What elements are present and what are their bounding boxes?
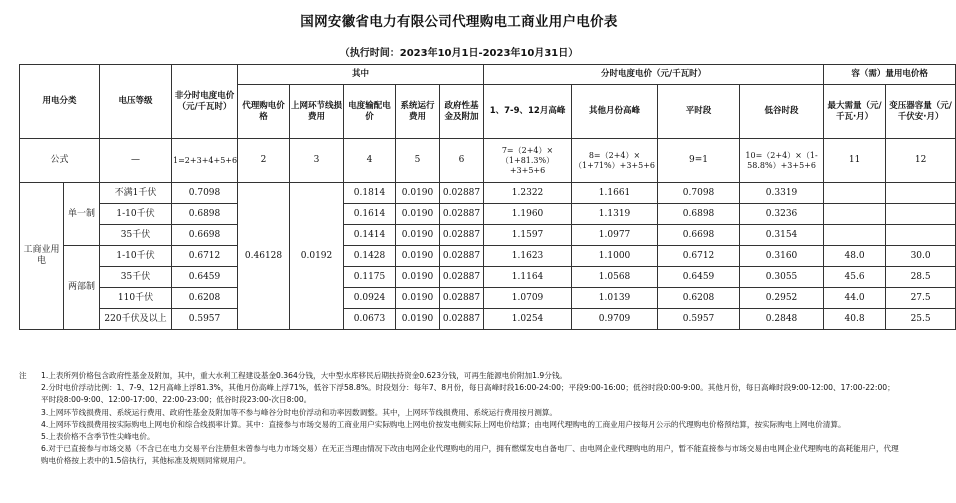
transmission-cell: 0.1428 bbox=[344, 246, 396, 267]
fund-cell: 0.02887 bbox=[440, 225, 484, 246]
table-row bbox=[20, 204, 956, 225]
peak-other-cell: 0.9709 bbox=[572, 309, 658, 330]
header-max-demand: 最大需量（元/千瓦·月） bbox=[824, 85, 886, 139]
system-cell: 0.0190 bbox=[396, 309, 440, 330]
max-demand-cell bbox=[824, 204, 886, 225]
note-item: 5.上表价格不含季节性尖峰电价。 bbox=[41, 432, 155, 442]
table-row bbox=[20, 225, 956, 246]
system-cell: 0.0190 bbox=[396, 225, 440, 246]
peak-special-cell: 1.0709 bbox=[484, 288, 572, 309]
formula-label: 公式 bbox=[20, 139, 100, 183]
transformer-cell: 27.5 bbox=[886, 288, 956, 309]
formula-fund: 6 bbox=[440, 139, 484, 183]
peak-other-cell: 1.0977 bbox=[572, 225, 658, 246]
formula-voltage: — bbox=[100, 139, 172, 183]
transmission-cell: 0.1814 bbox=[344, 183, 396, 204]
header-peak-special: 1、7-9、12月高峰 bbox=[484, 85, 572, 139]
peak-special-cell: 1.1623 bbox=[484, 246, 572, 267]
table-row bbox=[20, 183, 956, 204]
header-transmission: 电度输配电价 bbox=[344, 85, 396, 139]
system-cell: 0.0190 bbox=[396, 183, 440, 204]
total-cell: 0.6698 bbox=[172, 225, 238, 246]
category-label: 工商业用电 bbox=[20, 183, 64, 330]
table-row bbox=[20, 309, 956, 330]
formula-loss: 3 bbox=[290, 139, 344, 183]
flat-cell: 0.6698 bbox=[658, 225, 740, 246]
transformer-cell: 28.5 bbox=[886, 267, 956, 288]
valley-cell: 0.3160 bbox=[740, 246, 824, 267]
formula-max-demand: 11 bbox=[824, 139, 886, 183]
total-cell: 0.6459 bbox=[172, 267, 238, 288]
system-cell: 0.0190 bbox=[396, 246, 440, 267]
total-cell: 0.6898 bbox=[172, 204, 238, 225]
note-item: 6.对于已直接参与市场交易（不含已在电力交易平台注册但未曾参与电力市场交易）在无正当理由情况下改由电网企业代理购电的用户，拥有燃煤发电自备电厂、由电网企业代理购电的用户，暂不能直接参与市场交易由电网企业代理购电的高耗能用户，代理购电价格按上表中的1.5倍执行，其他标准及规则同常规用户。 bbox=[41, 444, 899, 466]
transmission-cell: 0.1414 bbox=[344, 225, 396, 246]
formula-valley: 10=（2+4）×（1-58.8%）+3+5+6 bbox=[740, 139, 824, 183]
max-demand-cell: 48.0 bbox=[824, 246, 886, 267]
valley-cell: 0.2952 bbox=[740, 288, 824, 309]
header-tou: 分时电度电价（元/千瓦时） bbox=[484, 65, 824, 85]
fund-cell: 0.02887 bbox=[440, 288, 484, 309]
total-cell: 0.6208 bbox=[172, 288, 238, 309]
formula-proxy: 2 bbox=[238, 139, 290, 183]
peak-other-cell: 1.1661 bbox=[572, 183, 658, 204]
peak-special-cell: 1.0254 bbox=[484, 309, 572, 330]
valley-cell: 0.3055 bbox=[740, 267, 824, 288]
execution-period: （执行时间：2023年10月1日-2023年10月31日） bbox=[339, 48, 579, 59]
flat-cell: 0.7098 bbox=[658, 183, 740, 204]
transformer-cell bbox=[886, 225, 956, 246]
peak-special-cell: 1.1164 bbox=[484, 267, 572, 288]
max-demand-cell: 40.8 bbox=[824, 309, 886, 330]
system-cell: 0.0190 bbox=[396, 204, 440, 225]
tariff-table bbox=[19, 64, 956, 330]
formula-peak-other: 8=（2+4）×（1+71%）+3+5+6 bbox=[572, 139, 658, 183]
flat-cell: 0.6712 bbox=[658, 246, 740, 267]
note-item: 注 1.上表所列价格包含政府性基金及附加，其中，重大水利工程建设基金0.364分钱，大中型水库移民后期扶持资金0.623分钱，可再生能源电价附加1.9分钱。 bbox=[19, 370, 901, 382]
transmission-cell: 0.1614 bbox=[344, 204, 396, 225]
valley-cell: 0.2848 bbox=[740, 309, 824, 330]
total-cell: 0.5957 bbox=[172, 309, 238, 330]
formula-system: 5 bbox=[396, 139, 440, 183]
transformer-cell: 30.0 bbox=[886, 246, 956, 267]
peak-other-cell: 1.0568 bbox=[572, 267, 658, 288]
group-single-label: 单一制 bbox=[64, 183, 100, 246]
page-title: 国网安徽省电力有限公司代理购电工商业用户电价表 bbox=[300, 14, 618, 30]
peak-special-cell: 1.2322 bbox=[484, 183, 572, 204]
table-row bbox=[20, 288, 956, 309]
proxy-price-cell: 0.46128 bbox=[238, 183, 290, 330]
voltage-cell: 110千伏 bbox=[100, 288, 172, 309]
max-demand-cell: 45.6 bbox=[824, 267, 886, 288]
valley-cell: 0.3319 bbox=[740, 183, 824, 204]
max-demand-cell: 44.0 bbox=[824, 288, 886, 309]
notes-section bbox=[19, 370, 901, 468]
header-total: 非分时电度电价（元/千瓦时） bbox=[172, 65, 238, 139]
peak-special-cell: 1.1960 bbox=[484, 204, 572, 225]
max-demand-cell bbox=[824, 183, 886, 204]
voltage-cell: 1-10千伏 bbox=[100, 204, 172, 225]
formula-transformer: 12 bbox=[886, 139, 956, 183]
max-demand-cell bbox=[824, 225, 886, 246]
flat-cell: 0.5957 bbox=[658, 309, 740, 330]
header-category: 用电分类 bbox=[20, 65, 100, 139]
transmission-cell: 0.0924 bbox=[344, 288, 396, 309]
system-cell: 0.0190 bbox=[396, 288, 440, 309]
header-flat: 平时段 bbox=[658, 85, 740, 139]
voltage-cell: 35千伏 bbox=[100, 225, 172, 246]
header-transformer: 变压器容量（元/千伏安·月） bbox=[886, 85, 956, 139]
flat-cell: 0.6459 bbox=[658, 267, 740, 288]
formula-total: 1=2+3+4+5+6 bbox=[172, 139, 238, 183]
header-peak-other: 其他月份高峰 bbox=[572, 85, 658, 139]
voltage-cell: 不满1千伏 bbox=[100, 183, 172, 204]
transformer-cell bbox=[886, 204, 956, 225]
header-fund: 政府性基金及附加 bbox=[440, 85, 484, 139]
transformer-cell bbox=[886, 183, 956, 204]
fund-cell: 0.02887 bbox=[440, 246, 484, 267]
voltage-cell: 1-10千伏 bbox=[100, 246, 172, 267]
voltage-cell: 35千伏 bbox=[100, 267, 172, 288]
formula-transmission: 4 bbox=[344, 139, 396, 183]
header-voltage: 电压等级 bbox=[100, 65, 172, 139]
formula-flat: 9=1 bbox=[658, 139, 740, 183]
peak-other-cell: 1.1000 bbox=[572, 246, 658, 267]
valley-cell: 0.3154 bbox=[740, 225, 824, 246]
note-item: 3.上网环节线损费用、系统运行费用、政府性基金及附加等不参与峰谷分时电价浮动和功率因数调整。其中，上网环节线损费用、系统运行费用按月测算。 bbox=[41, 407, 558, 417]
loss-fee-cell: 0.0192 bbox=[290, 183, 344, 330]
transmission-cell: 0.1175 bbox=[344, 267, 396, 288]
fund-cell: 0.02887 bbox=[440, 183, 484, 204]
flat-cell: 0.6208 bbox=[658, 288, 740, 309]
system-cell: 0.0190 bbox=[396, 267, 440, 288]
table-row bbox=[20, 246, 956, 267]
peak-special-cell: 1.1597 bbox=[484, 225, 572, 246]
flat-cell: 0.6898 bbox=[658, 204, 740, 225]
fund-cell: 0.02887 bbox=[440, 309, 484, 330]
header-system: 系统运行费用 bbox=[396, 85, 440, 139]
note-item: 4.上网环节线损费用按实际购电上网电价和综合线损率计算。其中：直接参与市场交易的工商业用户实际购电上网电价按发电侧实际上网电价结算；由电网代理购电的工商业用户按每月公示的代理购电价格预结算，按实际购电上网电价清算。 bbox=[41, 419, 846, 429]
peak-other-cell: 1.0139 bbox=[572, 288, 658, 309]
peak-other-cell: 1.1319 bbox=[572, 204, 658, 225]
table-row bbox=[20, 267, 956, 288]
total-cell: 0.6712 bbox=[172, 246, 238, 267]
fund-cell: 0.02887 bbox=[440, 267, 484, 288]
formula-peak-special: 7=（2+4）×（1+81.3%）+3+5+6 bbox=[484, 139, 572, 183]
header-loss: 上网环节线损费用 bbox=[290, 85, 344, 139]
header-proxy: 代理购电价格 bbox=[238, 85, 290, 139]
valley-cell: 0.3236 bbox=[740, 204, 824, 225]
transformer-cell: 25.5 bbox=[886, 309, 956, 330]
group-two-part-label: 两部制 bbox=[64, 246, 100, 330]
voltage-cell: 220千伏及以上 bbox=[100, 309, 172, 330]
header-valley: 低谷时段 bbox=[740, 85, 824, 139]
fund-cell: 0.02887 bbox=[440, 204, 484, 225]
total-cell: 0.7098 bbox=[172, 183, 238, 204]
header-capacity: 容（需）量用电价格 bbox=[824, 65, 956, 85]
header-among: 其中 bbox=[238, 65, 484, 85]
note-item: 2.分时电价浮动比例：1、7-9、12月高峰上浮81.3%，其他月份高峰上浮71%，低谷下浮58.8%。时段划分：每年7、8月份，每日高峰时段16:00-24:00；平段9:00-16:00；低谷时段0:00-9:00。其他月份，每日高峰时段9:00-12:00、17:00-22:00；平时段8:00-9:00、12:00-17:00、22:00-23:00；低谷时段23:00-次日8:00。 bbox=[41, 383, 895, 405]
transmission-cell: 0.0673 bbox=[344, 309, 396, 330]
notes-label: 注 bbox=[19, 371, 27, 380]
